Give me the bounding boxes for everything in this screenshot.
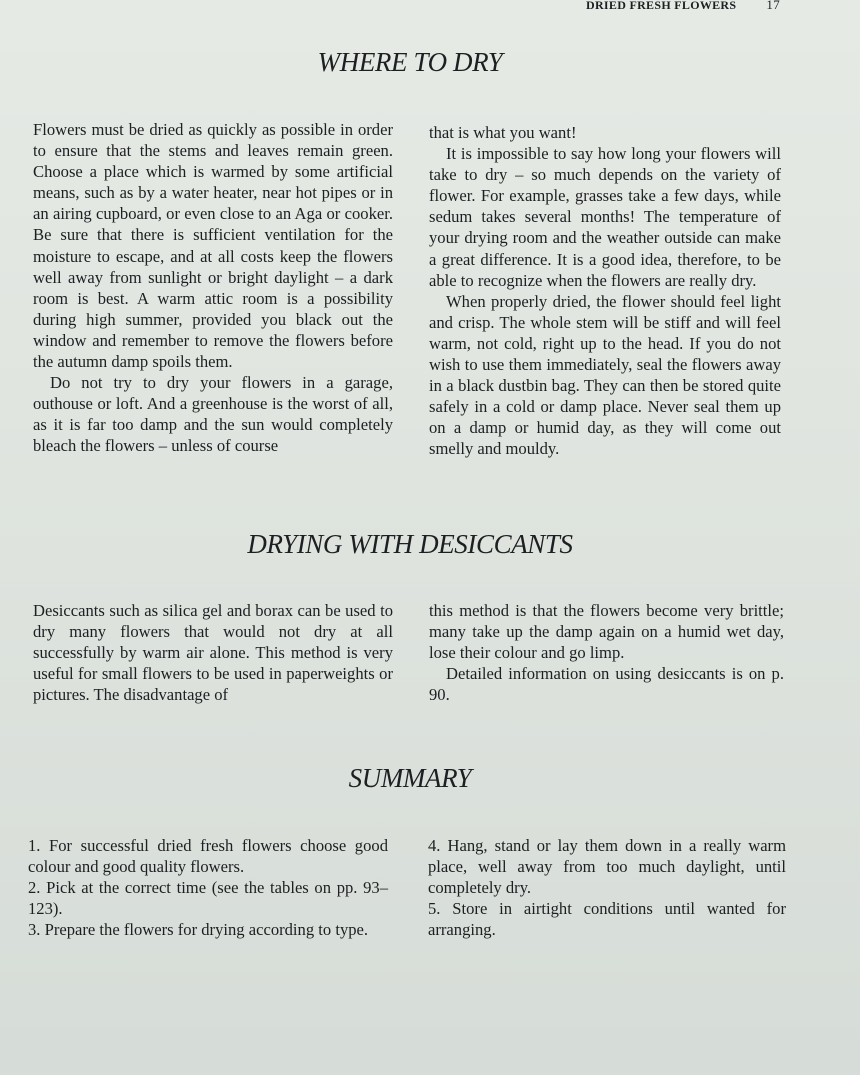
- heading-drying-with-desiccants: DRYING WITH DESICCANTS: [247, 529, 573, 559]
- page-number: 17: [766, 0, 780, 12]
- where-to-dry-paragraph-2-cont: that is what you want!: [429, 123, 577, 142]
- summary-item: 2. Pick at the correct time (see the tables on pp. 93–123).: [28, 878, 388, 919]
- running-head-title: DRIED FRESH FLOWERS: [585, 0, 737, 12]
- summary-item: 1. For successful dried fresh flowers choose good colour and good quality flowers.: [28, 836, 388, 877]
- where-to-dry-paragraph-3: It is impossible to say how long your flowers will take to dry – so much depends on the variety of flower. For example, grasses take a few days, while sedum takes several months! The temperature of your drying room and the weather outside can make a great difference. It is a good idea, therefore, to be able to recognize when the flowers are really dry.: [429, 144, 781, 290]
- where-to-dry-right-column: [429, 122, 781, 460]
- where-to-dry-paragraph-1: Flowers must be dried as quickly as possible in order to ensure that the stems and leaves remain green. Choose a place which is warmed by some artificial means, such as by a water heater, near hot pipes or in an airing cupboard, or even close to an Aga or cooker. Be sure that there is sufficient ventilation for the moisture to escape, and at all costs keep the flowers well away from sunlight or bright daylight – a dark room is best. A warm attic room is a possibility during high summer, provided you black out the window and remember to remove the flowers before the autumn damp spoils them.: [33, 120, 393, 372]
- summary-right-column: [428, 835, 786, 940]
- where-to-dry-paragraph-4: When properly dried, the flower should feel light and crisp. The whole stem will be stiff and will feel warm, not cold, right up to the head. If you do not wish to use them immediately, seal the flowers away in a black dustbin bag. They can then be stored quite safely in a cold or damp place. Never seal them up on a damp or humid day, as they will come out smelly and mouldy.: [429, 291, 781, 459]
- summary-left-column: [28, 835, 388, 940]
- summary-item: 5. Store in airtight conditions until wanted for arranging.: [428, 899, 786, 940]
- heading-summary: SUMMARY: [348, 763, 472, 793]
- summary-item: 4. Hang, stand or lay them down in a really warm place, well away from too much daylight, until completely dry.: [428, 836, 786, 898]
- running-head: [586, 0, 780, 13]
- desiccants-paragraph-2: Detailed information on using desiccants is on p. 90.: [429, 664, 784, 705]
- where-to-dry-left-column: [33, 119, 393, 457]
- where-to-dry-paragraph-2: Do not try to dry your flowers in a garage, outhouse or loft. And a greenhouse is the worst of all, as it is far too damp and the sun would completely bleach the flowers – unless of course: [33, 373, 393, 456]
- desiccants-paragraph-1-cont: this method is that the flowers become very brittle; many take up the damp again on a humid wet day, lose their colour and go limp.: [429, 601, 784, 663]
- summary-item: 3. Prepare the flowers for drying according to type.: [28, 920, 369, 940]
- heading-where-to-dry: WHERE TO DRY: [317, 47, 503, 77]
- desiccants-right-column: [429, 600, 784, 705]
- desiccants-paragraph-1: Desiccants such as silica gel and borax can be used to dry many flowers that would not dry at all successfully by warm air alone. This method is very useful for small flowers to be used in paperweights or pictures. The disadvantage of: [33, 601, 393, 705]
- desiccants-left-column: [33, 600, 393, 705]
